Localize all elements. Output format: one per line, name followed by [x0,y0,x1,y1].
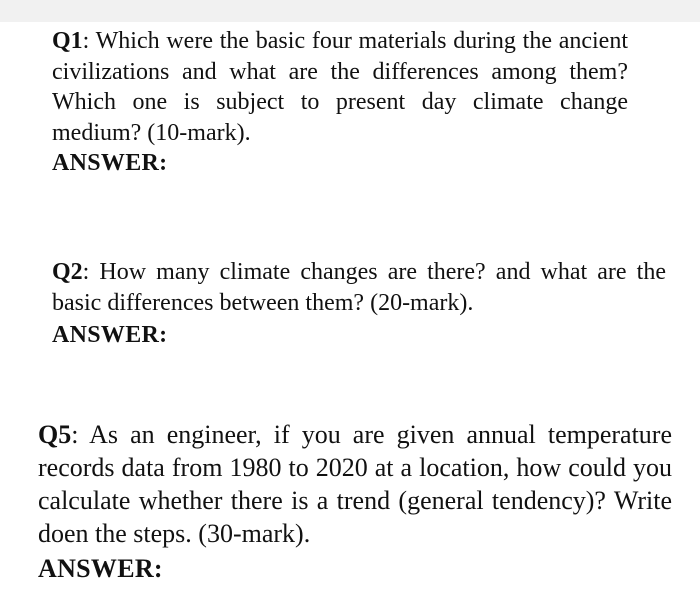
question-1-text: : Which were the basic four materials during the ancient civilizations and what are the differences among them? Which one is subject to present day climate change medium? (10-mark). [52,28,628,146]
question-2-number: Q2 [52,259,83,285]
question-2-text: : How many climate changes are there? and what are the basic differences between them? (20-mark). [52,259,666,316]
question-5-number: Q5 [38,420,72,449]
top-bar [0,0,700,22]
question-2-answer-label: ANSWER: [52,322,168,348]
question-1 [52,26,628,148]
question-2 [52,257,666,318]
question-5 [38,418,672,550]
question-1-number: Q1 [52,28,83,54]
question-5-text: : As an engineer, if you are given annual temperature records data from 1980 to 2020 at a location, how could you calculate whether there is a trend (general tendency)? Write doen the steps. (30-mark). [38,420,672,548]
question-1-answer-label: ANSWER: [52,150,168,176]
question-5-answer-label: ANSWER: [38,554,163,583]
